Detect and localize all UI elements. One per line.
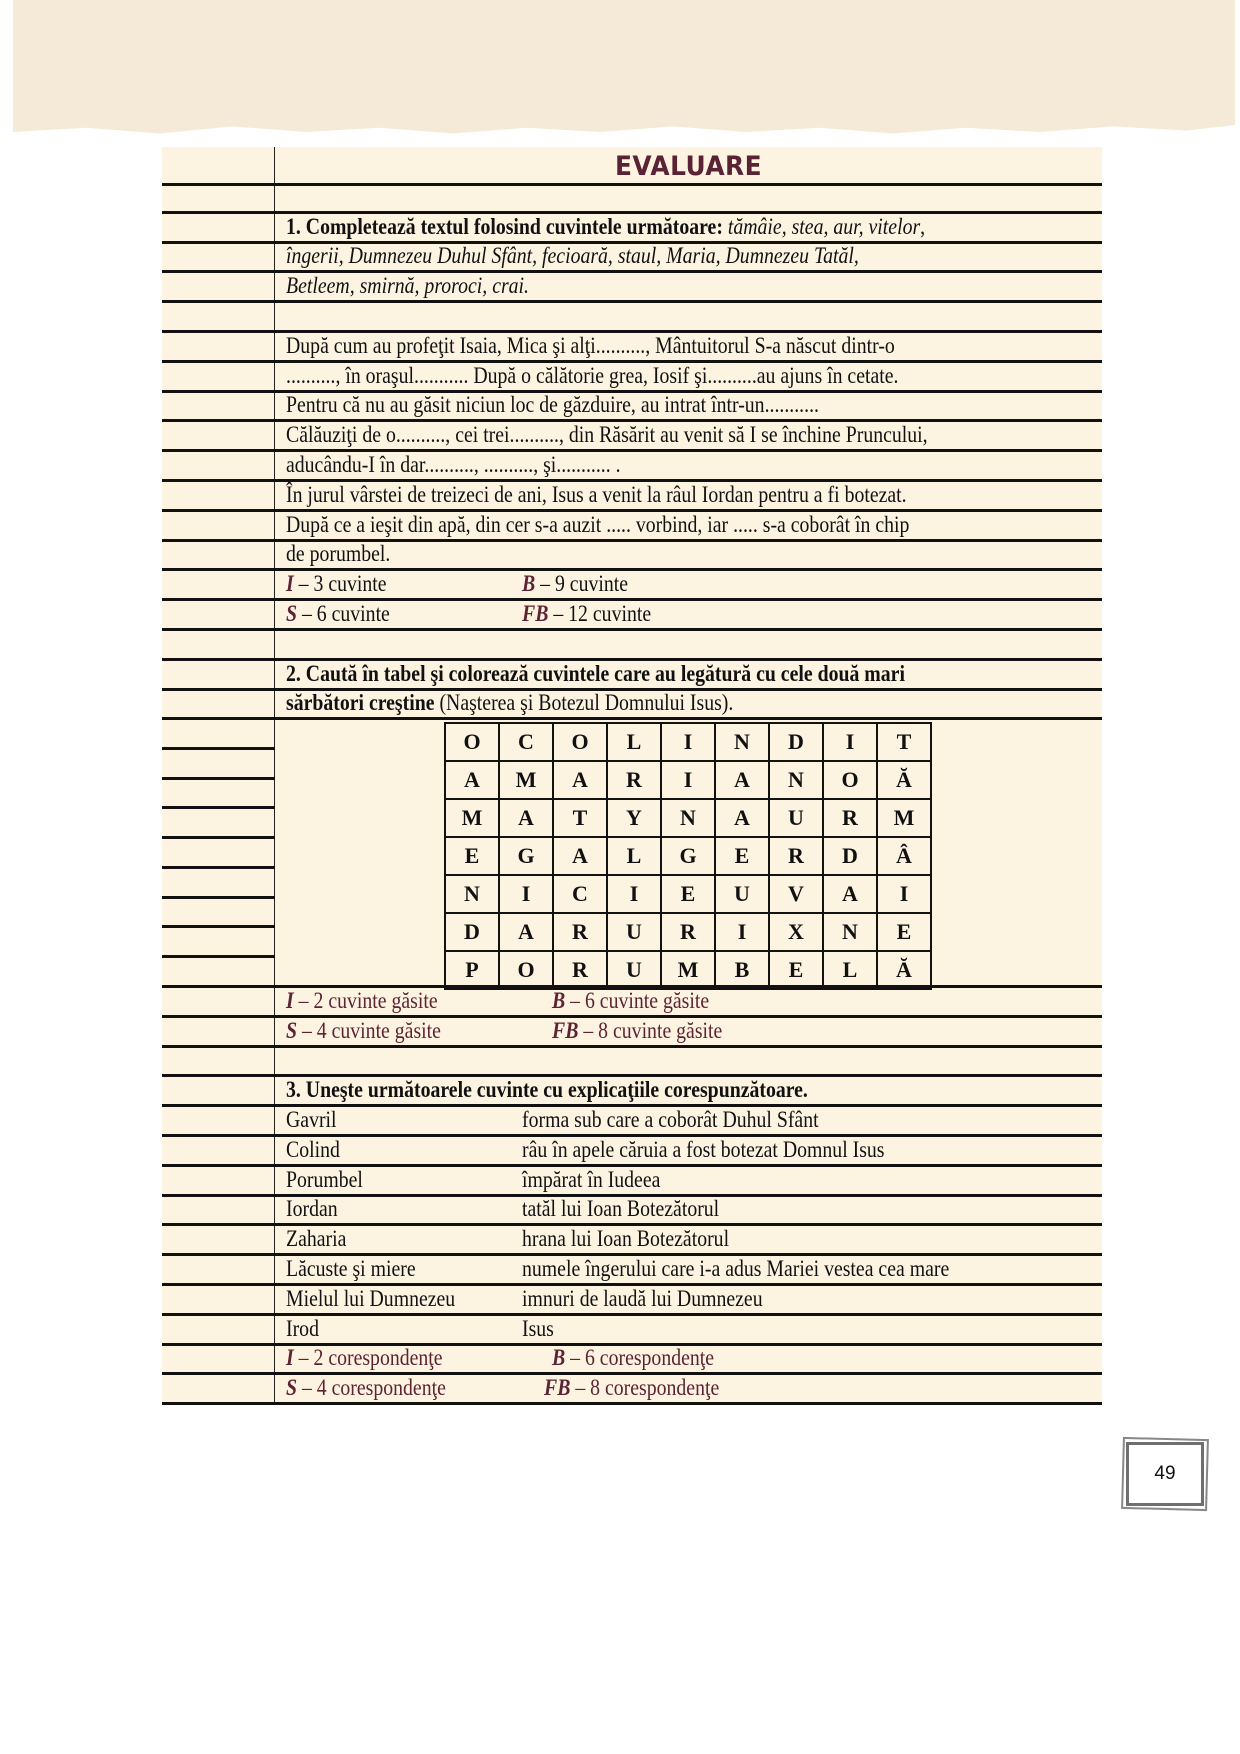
page-title: EVALUARE — [614, 151, 763, 182]
row-text — [286, 481, 907, 509]
two-column-row — [162, 1256, 1102, 1286]
text-segment: Pentru că nu au găsit niciun loc de găzduire, au intrat într-un........... — [286, 392, 819, 418]
row-text — [286, 362, 898, 390]
right-column-text — [522, 1136, 885, 1164]
text-segment: – 8 corespondenţe — [570, 1375, 720, 1401]
text-segment: – 6 corespondenţe — [565, 1345, 715, 1371]
right-column-text — [522, 1166, 660, 1194]
two-column-row — [162, 1167, 1102, 1197]
margin-row — [162, 958, 1102, 988]
right-column-text — [552, 987, 709, 1015]
left-column-text — [286, 600, 390, 628]
level-label: S — [286, 1375, 298, 1401]
margin-row — [162, 809, 275, 839]
two-column-row — [162, 988, 1102, 1018]
left-column-text — [286, 1225, 346, 1253]
text-row — [162, 363, 1102, 393]
text-segment: – 6 cuvinte — [297, 600, 390, 626]
text-segment: tămâie, stea, aur, vitelor — [727, 213, 921, 239]
row-text — [286, 332, 895, 360]
grid-cell[interactable]: Y — [607, 799, 661, 837]
grid-cell[interactable]: D — [445, 913, 499, 951]
grid-cell[interactable]: M — [499, 761, 553, 799]
text-row — [162, 333, 1102, 363]
grid-cell[interactable]: R — [553, 913, 607, 951]
grid-cell[interactable]: I — [823, 723, 877, 761]
grid-cell[interactable]: D — [823, 837, 877, 875]
left-column-text — [286, 1374, 446, 1402]
grid-cell[interactable]: N — [715, 723, 769, 761]
row-text — [286, 660, 905, 688]
text-segment: (Naşterea şi Botezul Domnului Isus). — [434, 690, 734, 716]
text-segment: – 8 cuvinte găsite — [578, 1017, 723, 1043]
two-column-row — [162, 1286, 1102, 1316]
text-row — [162, 512, 1102, 542]
right-column-text — [522, 600, 651, 628]
grid-row — [445, 837, 931, 875]
grid-cell[interactable]: D — [769, 723, 823, 761]
text-segment: După ce a ieşit din apă, din cer s-a auzit ..... vorbind, iar ..... s-a coborât în chip — [286, 511, 910, 537]
text-segment: Mielul lui Dumnezeu — [286, 1285, 456, 1311]
grid-cell[interactable]: I — [715, 913, 769, 951]
text-segment: Lăcuste şi miere — [286, 1255, 416, 1281]
grid-cell[interactable]: R — [823, 799, 877, 837]
level-label: B — [522, 571, 536, 597]
left-column-text — [286, 1315, 319, 1343]
text-row — [162, 691, 1102, 721]
grid-cell[interactable]: X — [769, 913, 823, 951]
grid-cell[interactable]: T — [877, 723, 931, 761]
row-text — [286, 421, 928, 449]
grid-cell[interactable]: L — [823, 951, 877, 989]
text-segment: Porumbel — [286, 1166, 363, 1192]
text-segment: tatăl lui Ioan Botezătorul — [522, 1196, 720, 1222]
grid-cell[interactable]: I — [877, 875, 931, 913]
row-text — [286, 213, 925, 241]
grid-cell[interactable]: Â — [877, 837, 931, 875]
grid-cell[interactable]: E — [715, 837, 769, 875]
grid-cell[interactable]: R — [607, 761, 661, 799]
text-row — [162, 661, 1102, 691]
text-segment: aducându-I în dar.........., .........., şi........... . — [286, 451, 621, 477]
text-row — [162, 214, 1102, 244]
left-column-text — [286, 1285, 455, 1313]
grid-cell[interactable]: I — [661, 761, 715, 799]
grid-cell[interactable]: B — [715, 951, 769, 989]
text-segment: forma sub care a coborât Duhul Sfânt — [522, 1106, 819, 1132]
left-column-text — [286, 1136, 340, 1164]
row-text — [286, 391, 819, 419]
grid-cell[interactable]: I — [499, 875, 553, 913]
two-column-row — [162, 1316, 1102, 1346]
page-number: 49 — [1126, 1442, 1204, 1506]
grid-cell[interactable]: L — [607, 837, 661, 875]
left-column-text — [286, 570, 387, 598]
grid-cell[interactable]: Ă — [877, 951, 931, 989]
text-segment: Isus — [522, 1315, 554, 1341]
grid-cell[interactable]: Ă — [877, 761, 931, 799]
text-segment: râu în apele căruia a fost botezat Domnul Isus — [522, 1136, 885, 1162]
right-column-text — [522, 1106, 819, 1134]
grid-row — [445, 913, 931, 951]
right-column-text — [522, 1195, 719, 1223]
grid-row — [445, 761, 931, 799]
level-label: I — [286, 987, 294, 1013]
text-segment: Gavril — [286, 1106, 337, 1132]
text-segment: Iordan — [286, 1196, 338, 1222]
text-segment: de porumbel. — [286, 541, 391, 567]
grid-cell[interactable]: U — [607, 913, 661, 951]
text-segment: Zaharia — [286, 1226, 347, 1252]
left-column-text — [286, 1255, 416, 1283]
text-segment: – 4 cuvinte găsite — [297, 1017, 441, 1043]
grid-cell[interactable]: N — [769, 761, 823, 799]
row-text — [286, 1076, 808, 1104]
grid-cell[interactable]: M — [661, 951, 715, 989]
left-column-text — [286, 1195, 338, 1223]
grid-cell[interactable]: I — [661, 723, 715, 761]
text-row — [162, 542, 1102, 572]
grid-cell[interactable]: G — [661, 837, 715, 875]
text-segment: Colind — [286, 1136, 340, 1162]
left-column-text — [286, 987, 438, 1015]
level-label: B — [552, 1345, 566, 1371]
text-segment: În jurul vârstei de treizeci de ani, Isus a venit la râul Iordan pentru a fi botezat. — [286, 481, 907, 507]
grid-row — [445, 723, 931, 761]
row-text — [286, 242, 859, 270]
level-label: I — [286, 1345, 294, 1371]
grid-cell[interactable]: E — [877, 913, 931, 951]
text-segment: hrana lui Ioan Botezătorul — [522, 1226, 730, 1252]
word-search-grid — [444, 722, 932, 990]
grid-cell[interactable]: N — [661, 799, 715, 837]
text-segment: Betleem, smirnă, proroci, crai. — [286, 273, 530, 299]
right-column-text — [552, 1344, 714, 1372]
text-row — [162, 1077, 1102, 1107]
two-column-row — [162, 1346, 1102, 1376]
blank-row — [162, 631, 1102, 661]
text-segment: îngerii, Dumnezeu Duhul Sfânt, fecioară, staul, Maria, Dumnezeu Tatăl, — [286, 243, 859, 269]
row-text — [286, 272, 529, 300]
grid-cell[interactable]: A — [445, 761, 499, 799]
text-segment: – 4 corespondenţe — [297, 1375, 446, 1401]
grid-cell[interactable]: O — [499, 951, 553, 989]
text-segment: , — [920, 213, 926, 239]
grid-cell[interactable]: A — [823, 875, 877, 913]
text-segment: Călăuziţi de o.........., cei trei.........., din Răsărit au venit să I se închine Pruncului, — [286, 422, 928, 448]
left-column-text — [286, 1166, 363, 1194]
two-column-row — [162, 1018, 1102, 1048]
level-label: S — [286, 1017, 298, 1043]
text-segment: – 9 cuvinte — [535, 571, 629, 597]
row-text — [286, 451, 621, 479]
worksheet-table — [162, 147, 1102, 1405]
text-segment: – 12 cuvinte — [548, 600, 652, 626]
left-column-text — [286, 1017, 441, 1045]
grid-cell[interactable]: A — [715, 799, 769, 837]
text-segment: – 2 cuvinte găsite — [293, 987, 438, 1013]
text-row — [162, 273, 1102, 303]
grid-cell[interactable]: A — [553, 837, 607, 875]
grid-row — [445, 875, 931, 913]
blank-row — [162, 1048, 1102, 1078]
grid-cell[interactable]: E — [769, 951, 823, 989]
grid-cell[interactable]: U — [715, 875, 769, 913]
text-segment: Irod — [286, 1315, 319, 1341]
grid-cell[interactable]: M — [877, 799, 931, 837]
grid-cell[interactable]: E — [661, 875, 715, 913]
grid-cell[interactable]: O — [553, 723, 607, 761]
right-column-text — [552, 1017, 722, 1045]
grid-cell[interactable]: A — [499, 799, 553, 837]
level-label: FB — [552, 1017, 579, 1043]
margin-row — [162, 869, 275, 899]
right-column-text — [522, 570, 628, 598]
text-row — [162, 422, 1102, 452]
left-column-text — [286, 1344, 443, 1372]
margin-row — [162, 750, 275, 780]
grid-cell[interactable]: U — [769, 799, 823, 837]
row-text — [286, 511, 909, 539]
grid-cell[interactable]: C — [553, 875, 607, 913]
grid-cell[interactable]: A — [499, 913, 553, 951]
grid-cell[interactable]: R — [553, 951, 607, 989]
blank-row — [162, 184, 1102, 214]
grid-cell[interactable]: E — [445, 837, 499, 875]
text-row — [162, 452, 1102, 482]
level-label: I — [286, 571, 294, 597]
grid-cell[interactable]: U — [607, 951, 661, 989]
grid-row — [445, 799, 931, 837]
grid-cell[interactable]: N — [445, 875, 499, 913]
two-column-row — [162, 1375, 1102, 1405]
grid-cell[interactable]: N — [823, 913, 877, 951]
text-segment: – 6 cuvinte găsite — [565, 987, 710, 1013]
margin-row — [162, 928, 275, 958]
two-column-row — [162, 601, 1102, 631]
text-row — [162, 393, 1102, 423]
text-segment: – 3 cuvinte — [293, 571, 387, 597]
grid-cell[interactable]: M — [445, 799, 499, 837]
margin-row — [162, 780, 275, 810]
grid-cell[interactable]: A — [715, 761, 769, 799]
right-column-text — [544, 1374, 719, 1402]
blank-row — [162, 303, 1102, 333]
margin-row — [162, 839, 275, 869]
two-column-row — [162, 1137, 1102, 1167]
text-segment: 1. Completează textul folosind cuvintele următoare: — [286, 213, 728, 239]
text-segment: 3. Uneşte următoarele cuvinte cu explicaţiile corespunzătoare. — [286, 1077, 808, 1103]
level-label: FB — [522, 600, 549, 626]
margin-row — [162, 720, 275, 750]
grid-cell[interactable]: T — [553, 799, 607, 837]
text-segment: 2. Caută în tabel şi colorează cuvintele care au legătură cu cele două mari — [286, 660, 905, 686]
grid-cell[interactable]: L — [607, 723, 661, 761]
row-text — [286, 540, 390, 568]
grid-cell[interactable]: O — [823, 761, 877, 799]
grid-cell[interactable]: R — [661, 913, 715, 951]
grid-cell[interactable]: V — [769, 875, 823, 913]
level-label: FB — [544, 1375, 571, 1401]
text-segment: – 2 corespondenţe — [293, 1345, 443, 1371]
right-column-text — [522, 1315, 554, 1343]
grid-cell[interactable]: I — [607, 875, 661, 913]
text-segment: sărbători creştine — [286, 690, 435, 716]
two-column-row — [162, 571, 1102, 601]
two-column-row — [162, 1226, 1102, 1256]
torn-paper-header — [13, 0, 1235, 142]
text-segment: numele îngerului care i-a adus Mariei vestea cea mare — [522, 1255, 950, 1281]
text-segment: imnuri de laudă lui Dumnezeu — [522, 1285, 763, 1311]
level-label: S — [286, 600, 298, 626]
text-row — [162, 244, 1102, 274]
grid-cell[interactable]: O — [445, 723, 499, 761]
two-column-row — [162, 1107, 1102, 1137]
right-column-text — [522, 1225, 729, 1253]
text-row — [162, 482, 1102, 512]
grid-cell[interactable]: P — [445, 951, 499, 989]
grid-cell[interactable]: A — [553, 761, 607, 799]
text-segment: După cum au profeţit Isaia, Mica şi alţi.........., Mântuitorul S-a născut dintr-o — [286, 332, 895, 358]
left-column-text — [286, 1106, 337, 1134]
row-text — [286, 689, 733, 717]
right-column-text — [522, 1255, 949, 1283]
grid-cell[interactable]: C — [499, 723, 553, 761]
margin-row — [162, 899, 275, 929]
two-column-row — [162, 1197, 1102, 1227]
text-segment: împărat în Iudeea — [522, 1166, 661, 1192]
grid-cell[interactable]: R — [769, 837, 823, 875]
right-column-text — [522, 1285, 763, 1313]
text-segment: .........., în oraşul........... După o călătorie grea, Iosif şi..........au ajuns în cetate. — [286, 362, 899, 388]
grid-cell[interactable]: G — [499, 837, 553, 875]
level-label: B — [552, 987, 566, 1013]
